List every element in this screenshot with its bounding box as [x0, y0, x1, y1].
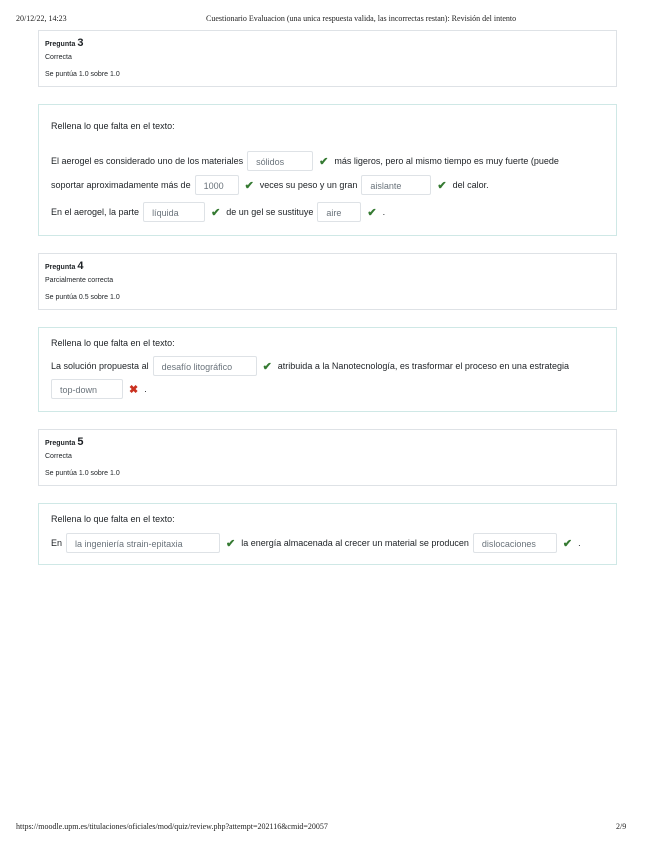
- answer-field[interactable]: aire: [317, 202, 361, 222]
- question-number: Pregunta 4: [45, 260, 84, 272]
- answer-field[interactable]: sólidos: [247, 151, 313, 171]
- check-icon: ✔: [319, 155, 329, 168]
- check-icon: ✔: [226, 537, 236, 550]
- question-line: La solución propuesta al desafío litográfico ✔ atribuida a la Nanotecnología, es trasformar el proceso en una estrategia: [51, 356, 569, 376]
- question-state: Parcialmente correcta: [45, 277, 114, 284]
- question-info-4: [38, 253, 617, 310]
- print-title: Cuestionario Evaluacion (una unica respuesta valida, las incorrectas restan): Revisión del intento: [206, 14, 517, 23]
- question-line: soportar aproximadamente más de 1000 ✔ veces su peso y un gran aislante ✔ del calor.: [51, 175, 489, 195]
- question-content-3: [38, 104, 617, 236]
- question-state: Correcta: [45, 453, 72, 460]
- print-url: https://moodle.upm.es/titulaciones/oficiales/mod/quiz/review.php?attempt=202116&cmid=20057: [16, 822, 328, 831]
- question-line: En el aerogel, la parte líquida ✔ de un gel se sustituye aire ✔ .: [51, 202, 385, 222]
- question-content-4: [38, 327, 617, 412]
- question-grade: Se puntúa 1.0 sobre 1.0: [45, 470, 120, 477]
- check-icon: ✔: [262, 360, 272, 373]
- check-icon: ✔: [244, 179, 254, 192]
- print-footer: [0, 822, 655, 836]
- print-header: [0, 14, 655, 28]
- question-line: El aerogel es considerado uno de los materiales sólidos ✔ más ligeros, pero al mismo tiempo es muy fuerte (puede: [51, 151, 559, 171]
- answer-field[interactable]: líquida: [143, 202, 205, 222]
- question-info-3: [38, 30, 617, 87]
- question-prompt: Rellena lo que falta en el texto:: [51, 514, 175, 524]
- check-icon: ✔: [367, 206, 377, 219]
- check-icon: ✔: [211, 206, 221, 219]
- question-grade: Se puntúa 1.0 sobre 1.0: [45, 71, 120, 78]
- answer-field[interactable]: aislante: [361, 175, 431, 195]
- page-number: 2/9: [616, 822, 627, 831]
- question-state: Correcta: [45, 54, 72, 61]
- answer-field[interactable]: dislocaciones: [473, 533, 557, 553]
- answer-field[interactable]: desafío litográfico: [153, 356, 257, 376]
- answer-field[interactable]: top-down: [51, 379, 123, 399]
- check-icon: ✔: [562, 537, 573, 550]
- question-prompt: Rellena lo que falta en el texto:: [51, 121, 175, 131]
- question-line: En la ingeniería strain-epitaxia ✔ la energía almacenada al crecer un material se producen dislocaciones ✔ .: [51, 533, 581, 553]
- answer-field[interactable]: la ingeniería strain-epitaxia: [66, 533, 220, 553]
- question-content-5: [38, 503, 617, 565]
- question-line: top-down ✖ .: [47, 379, 147, 399]
- answer-field[interactable]: 1000: [195, 175, 239, 195]
- question-prompt: Rellena lo que falta en el texto:: [51, 338, 175, 348]
- question-info-5: [38, 429, 617, 486]
- question-grade: Se puntúa 0.5 sobre 1.0: [45, 294, 120, 301]
- question-number: Pregunta 3: [45, 37, 84, 49]
- print-date: 20/12/22, 14:23: [16, 14, 67, 23]
- cross-icon: ✖: [129, 383, 139, 396]
- check-icon: ✔: [437, 179, 447, 192]
- question-number: Pregunta 5: [45, 436, 84, 448]
